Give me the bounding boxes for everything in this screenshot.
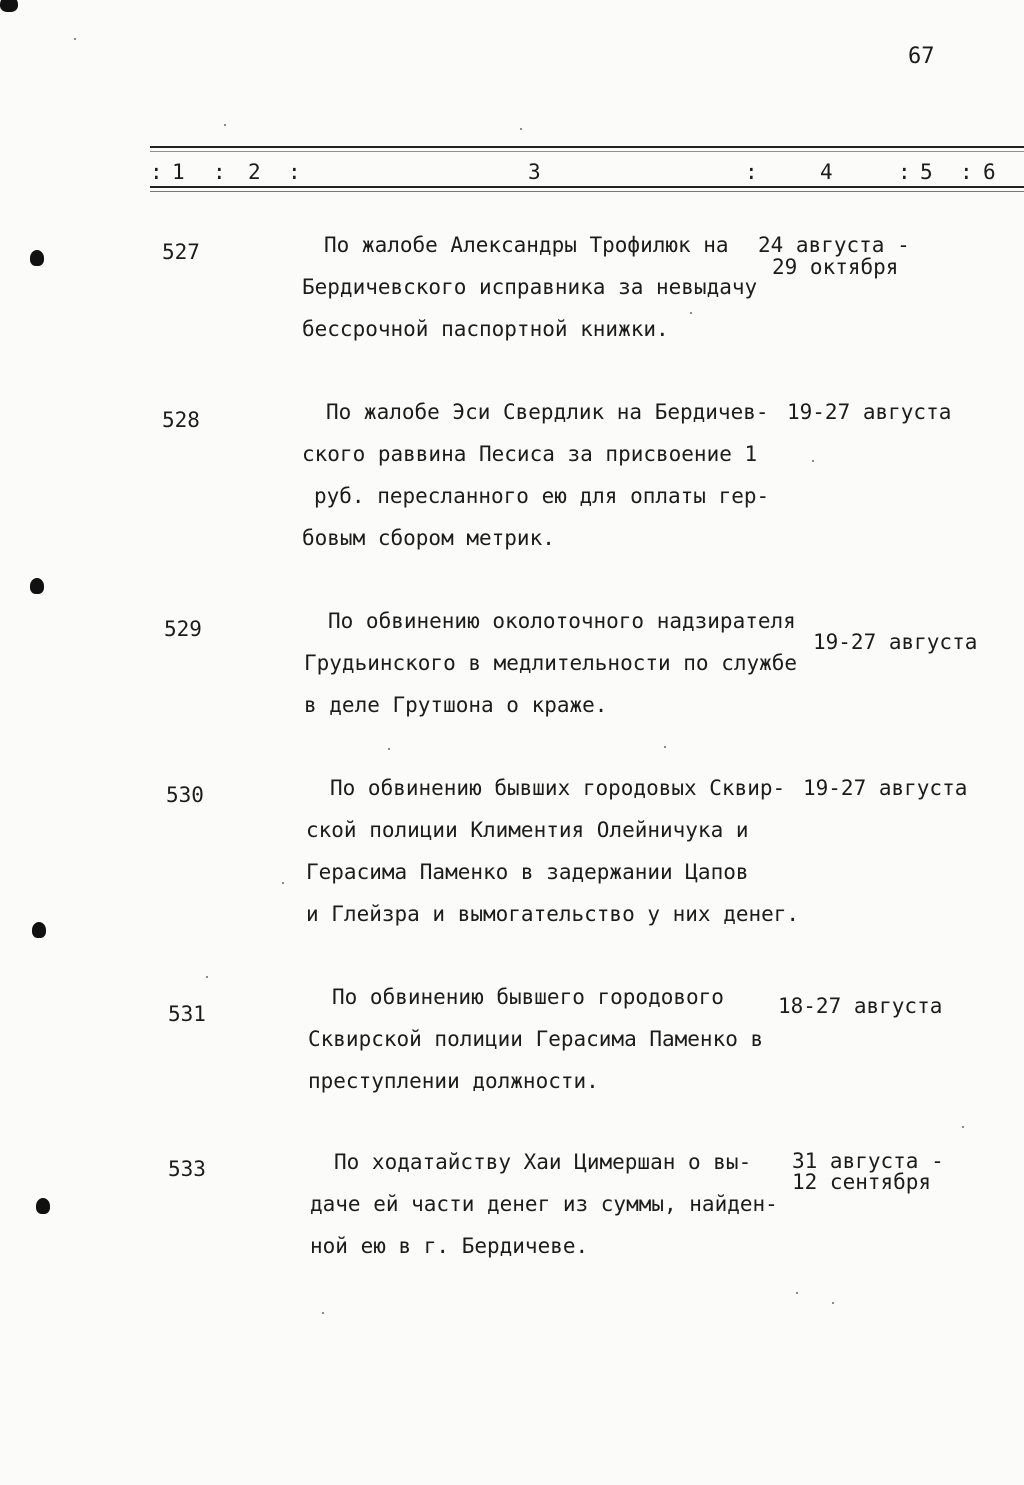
scan-speck bbox=[962, 1126, 964, 1128]
entry-text-line: ской полиции Климентия Олейничука и bbox=[306, 818, 749, 842]
scan-speck bbox=[224, 124, 226, 126]
scan-speck bbox=[690, 312, 692, 314]
entry-text-line: По обвинению бывших городовых Сквир- bbox=[330, 776, 786, 800]
entry-date: 29 октября bbox=[772, 255, 899, 279]
entry-text-line: Сквирской полиции Герасима Паменко в bbox=[308, 1027, 764, 1051]
header-separator: : bbox=[898, 160, 911, 184]
entry-text-line: По обвинению бывшего городового bbox=[332, 985, 724, 1009]
entry-date: 19-27 августа bbox=[803, 776, 968, 800]
entry-text-line: Грудьинского в медлительности по службе bbox=[304, 651, 798, 675]
scan-speck bbox=[282, 882, 284, 884]
punch-hole-mark bbox=[32, 922, 46, 938]
scan-speck bbox=[388, 748, 390, 750]
entry-text-line: преступлении должности. bbox=[308, 1069, 599, 1093]
entry-text-line: По ходатайству Хаи Цимершан о вы- bbox=[334, 1150, 752, 1174]
column-header-6: 6 bbox=[983, 160, 996, 184]
entry-text-line: руб. пересланного ею для оплаты гер- bbox=[314, 484, 770, 508]
header-separator: : bbox=[288, 160, 301, 184]
entry-text-line: Бердичевского исправника за невыдачу bbox=[302, 275, 758, 299]
entry-date: 18-27 августа bbox=[778, 994, 943, 1018]
scan-mark bbox=[0, 0, 18, 12]
punch-hole-mark bbox=[30, 578, 44, 594]
entry-date: 31 августа - bbox=[792, 1149, 944, 1173]
header-rule-top-thin bbox=[150, 151, 1024, 152]
entry-text-line: в деле Грутшона о краже. bbox=[304, 693, 608, 717]
scan-speck bbox=[322, 1312, 324, 1314]
entry-date: 12 сентября bbox=[792, 1170, 932, 1194]
scan-speck bbox=[796, 1292, 798, 1294]
scan-speck bbox=[832, 1302, 834, 1304]
header-separator: : bbox=[213, 160, 226, 184]
header-rule-bottom-thin bbox=[150, 191, 1024, 192]
header-separator: : bbox=[150, 160, 163, 184]
column-header-4: 4 bbox=[820, 160, 833, 184]
entry-text-line: ского раввина Песиса за присвоение 1 bbox=[302, 442, 758, 466]
entry-date: 19-27 августа bbox=[787, 400, 952, 424]
scan-speck bbox=[664, 746, 666, 748]
column-header-2: 2 bbox=[248, 160, 261, 184]
entry-number: 530 bbox=[166, 783, 204, 807]
page-number: 67 bbox=[908, 44, 935, 69]
entry-text-line: и Глейзра и вымогательство у них денег. bbox=[306, 902, 800, 926]
column-header-1: 1 bbox=[172, 160, 185, 184]
entry-number: 533 bbox=[168, 1157, 206, 1181]
header-separator: : bbox=[745, 160, 758, 184]
entry-text-line: даче ей части денег из суммы, найден- bbox=[310, 1192, 778, 1216]
entry-text-line: По жалобе Эси Свердлик на Бердичев- bbox=[326, 400, 769, 424]
entry-text-line: По обвинению околоточного надзирателя bbox=[328, 609, 796, 633]
entry-text-line: бовым сбором метрик. bbox=[302, 526, 555, 550]
punch-hole-mark bbox=[30, 250, 44, 266]
entry-number: 527 bbox=[162, 240, 200, 264]
entry-text-line: По жалобе Александры Трофилюк на bbox=[324, 233, 729, 257]
scan-speck bbox=[520, 128, 522, 130]
scan-speck bbox=[74, 38, 76, 40]
entry-date: 19-27 августа bbox=[813, 630, 978, 654]
header-rule-bottom bbox=[150, 186, 1024, 188]
scan-speck bbox=[812, 460, 814, 462]
entry-date: 24 августа - bbox=[758, 233, 910, 257]
entry-number: 531 bbox=[168, 1002, 206, 1026]
punch-hole-mark bbox=[36, 1198, 50, 1214]
column-header-3: 3 bbox=[528, 160, 541, 184]
entry-number: 528 bbox=[162, 408, 200, 432]
header-rule-top bbox=[150, 146, 1024, 148]
entry-number: 529 bbox=[164, 617, 202, 641]
entry-text-line: Герасима Паменко в задержании Цапов bbox=[306, 860, 749, 884]
entry-text-line: ной ею в г. Бердичеве. bbox=[310, 1234, 589, 1258]
column-header-5: 5 bbox=[920, 160, 933, 184]
header-separator: : bbox=[960, 160, 973, 184]
scan-speck bbox=[206, 976, 208, 978]
entry-text-line: бессрочной паспортной книжки. bbox=[302, 317, 669, 341]
